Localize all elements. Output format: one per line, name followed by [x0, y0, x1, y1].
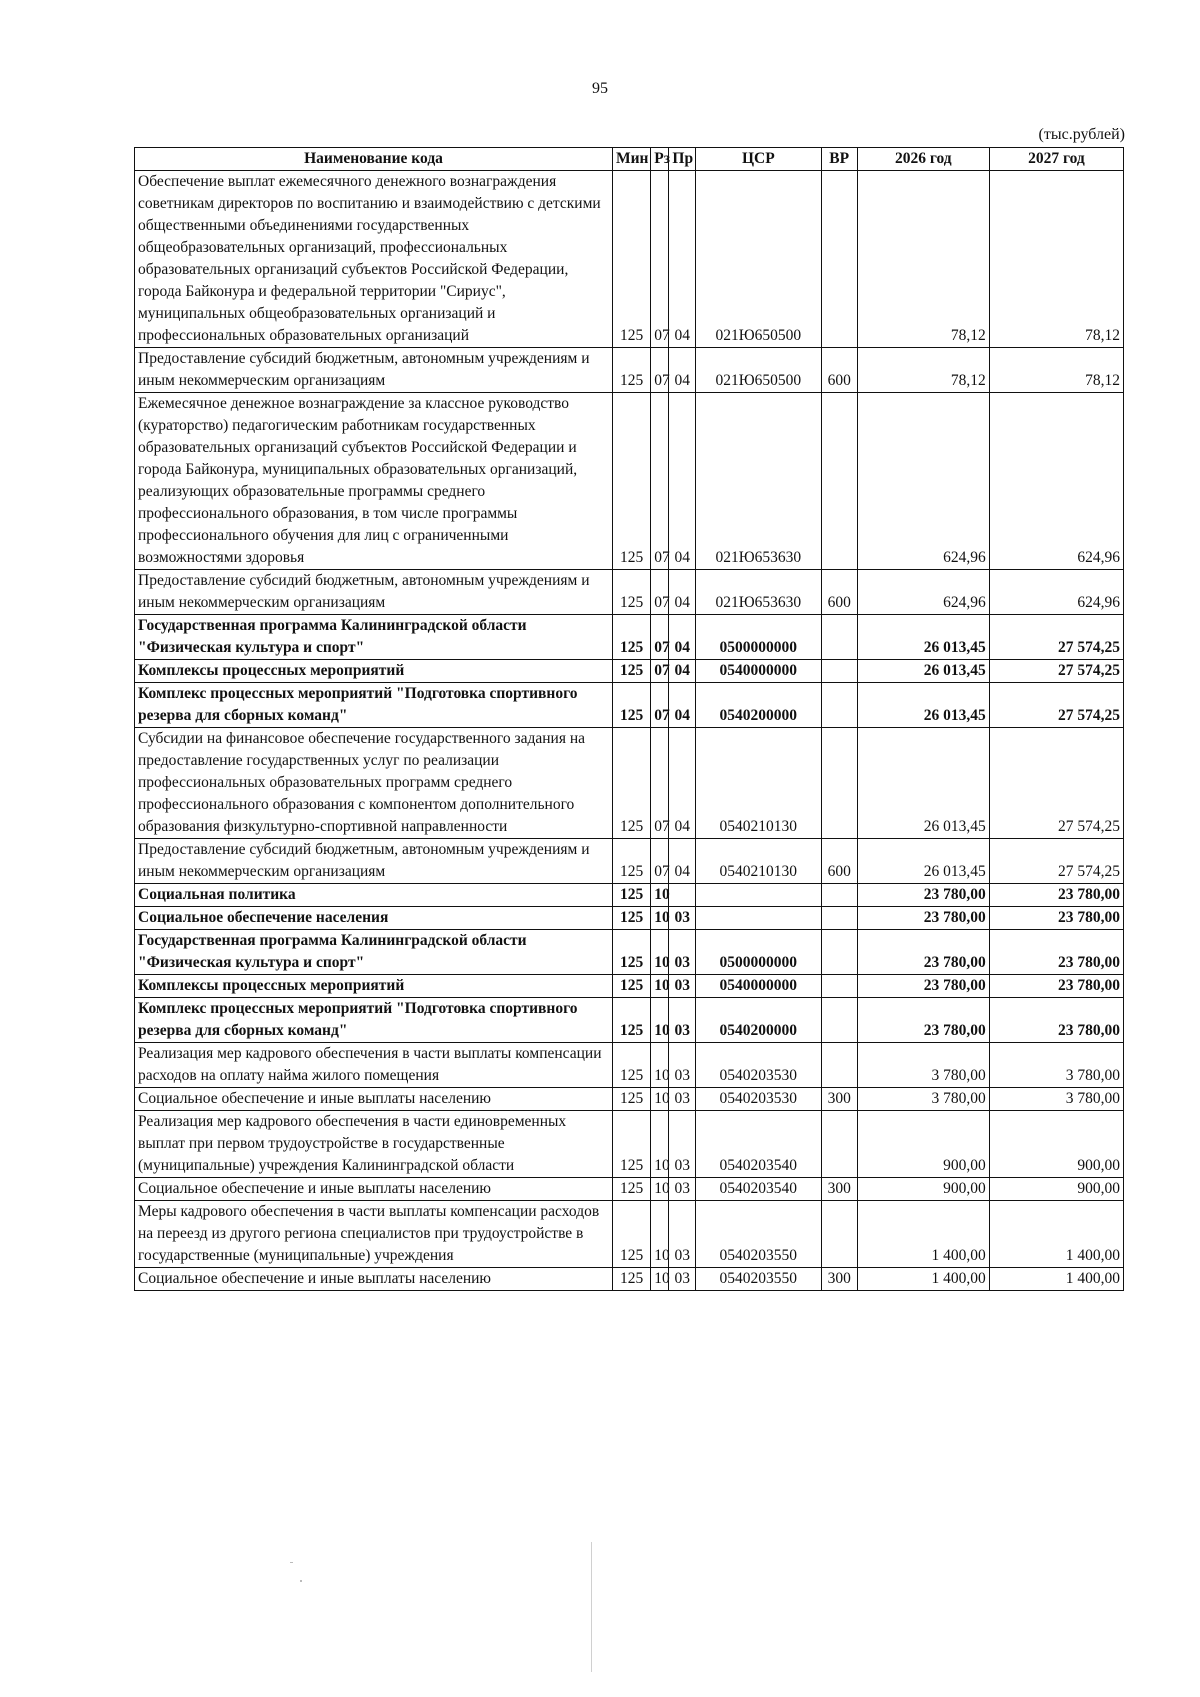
cell-pr: 04: [669, 570, 696, 615]
cell-2027: 900,00: [989, 1178, 1123, 1201]
cell-pr: 03: [669, 1043, 696, 1088]
cell-rz: 10: [651, 1111, 669, 1178]
cell-name: Ежемесячное денежное вознаграждение за классное руководство (кураторство) педагогическим работникам государственных образовательных организаций субъектов Российской Федерации и города Байконура, муниципальных образовательных организаций, реализующих образовательные программы среднего профессионального образования, в том числе программы профессионального обучения для лиц с ограниченными возможностями здоровья: [135, 393, 613, 570]
cell-name: Социальное обеспечение и иные выплаты населению: [135, 1088, 613, 1111]
cell-vr: [821, 615, 857, 660]
cell-min: 125: [612, 615, 650, 660]
cell-rz: 10: [651, 998, 669, 1043]
cell-csr: 0540200000: [696, 998, 822, 1043]
cell-pr: 04: [669, 660, 696, 683]
cell-2027: 23 780,00: [989, 930, 1123, 975]
cell-pr: 03: [669, 1111, 696, 1178]
budget-table: [134, 147, 1124, 1291]
table-row: [135, 1178, 1124, 1201]
cell-vr: [821, 1201, 857, 1268]
cell-vr: [821, 998, 857, 1043]
table-body: [135, 171, 1124, 1291]
cell-min: 125: [612, 884, 650, 907]
cell-csr: 021Ю650500: [696, 348, 822, 393]
cell-min: 125: [612, 728, 650, 839]
table-row: [135, 1268, 1124, 1291]
cell-vr: 300: [821, 1268, 857, 1291]
header-2026: 2026 год: [857, 148, 989, 171]
table-row: [135, 1111, 1124, 1178]
cell-min: 125: [612, 393, 650, 570]
cell-rz: 07: [651, 171, 669, 348]
cell-2027: 78,12: [989, 171, 1123, 348]
cell-vr: [821, 907, 857, 930]
cell-2027: 27 574,25: [989, 660, 1123, 683]
cell-2026: 26 013,45: [857, 728, 989, 839]
cell-min: 125: [612, 1088, 650, 1111]
units-label: (тыс.рублей): [1038, 126, 1125, 143]
cell-vr: [821, 683, 857, 728]
cell-2027: 27 574,25: [989, 839, 1123, 884]
cell-2026: 23 780,00: [857, 975, 989, 998]
cell-2027: 23 780,00: [989, 907, 1123, 930]
scan-artifact: [290, 1562, 293, 1563]
cell-2027: 3 780,00: [989, 1088, 1123, 1111]
cell-pr: 03: [669, 1088, 696, 1111]
table-row: [135, 839, 1124, 884]
cell-name: Предоставление субсидий бюджетным, автономным учреждениям и иным некоммерческим организациям: [135, 348, 613, 393]
cell-pr: 04: [669, 393, 696, 570]
cell-vr: 600: [821, 570, 857, 615]
header-2027: 2027 год: [989, 148, 1123, 171]
cell-min: 125: [612, 998, 650, 1043]
cell-2027: 1 400,00: [989, 1268, 1123, 1291]
scan-artifact: [300, 1580, 302, 1582]
cell-min: 125: [612, 839, 650, 884]
cell-name: Комплексы процессных мероприятий: [135, 975, 613, 998]
cell-name: Социальная политика: [135, 884, 613, 907]
cell-vr: 600: [821, 839, 857, 884]
cell-csr: [696, 884, 822, 907]
table-row: [135, 930, 1124, 975]
table-row: [135, 660, 1124, 683]
cell-rz: 10: [651, 930, 669, 975]
cell-vr: [821, 660, 857, 683]
table-row: [135, 884, 1124, 907]
cell-name: Реализация мер кадрового обеспечения в части выплаты компенсации расходов на оплату найма жилого помещения: [135, 1043, 613, 1088]
cell-rz: 07: [651, 393, 669, 570]
cell-2026: 78,12: [857, 171, 989, 348]
cell-name: Государственная программа Калининградской области "Физическая культура и спорт": [135, 930, 613, 975]
cell-2026: 1 400,00: [857, 1268, 989, 1291]
cell-rz: 10: [651, 1088, 669, 1111]
cell-vr: 300: [821, 1088, 857, 1111]
cell-2026: 624,96: [857, 570, 989, 615]
cell-name: Предоставление субсидий бюджетным, автономным учреждениям и иным некоммерческим организациям: [135, 839, 613, 884]
cell-name: Предоставление субсидий бюджетным, автономным учреждениям и иным некоммерческим организациям: [135, 570, 613, 615]
cell-pr: 03: [669, 998, 696, 1043]
cell-csr: 021Ю653630: [696, 393, 822, 570]
header-name: Наименование кода: [135, 148, 613, 171]
cell-2027: 23 780,00: [989, 975, 1123, 998]
cell-vr: 300: [821, 1178, 857, 1201]
cell-csr: 0540203530: [696, 1088, 822, 1111]
cell-min: 125: [612, 1268, 650, 1291]
table-row: [135, 570, 1124, 615]
table-header-row: [135, 148, 1124, 171]
cell-rz: 07: [651, 728, 669, 839]
cell-name: Субсидии на финансовое обеспечение государственного задания на предоставление государственных услуг по реализации профессиональных образовательных программ среднего профессионального образования с компонентом дополнительного образования физкультурно-спортивной направленности: [135, 728, 613, 839]
cell-csr: 0540000000: [696, 660, 822, 683]
cell-min: 125: [612, 171, 650, 348]
cell-min: 125: [612, 907, 650, 930]
cell-2026: 23 780,00: [857, 884, 989, 907]
header-vr: ВР: [821, 148, 857, 171]
cell-vr: [821, 930, 857, 975]
cell-2026: 23 780,00: [857, 907, 989, 930]
cell-rz: 10: [651, 907, 669, 930]
table-row: [135, 615, 1124, 660]
cell-2026: 3 780,00: [857, 1043, 989, 1088]
cell-2027: 1 400,00: [989, 1201, 1123, 1268]
cell-pr: 03: [669, 1178, 696, 1201]
cell-min: 125: [612, 1111, 650, 1178]
cell-2027: 78,12: [989, 348, 1123, 393]
cell-2026: 900,00: [857, 1178, 989, 1201]
cell-min: 125: [612, 930, 650, 975]
cell-pr: 03: [669, 1268, 696, 1291]
cell-pr: 03: [669, 975, 696, 998]
table-row: [135, 1201, 1124, 1268]
cell-vr: [821, 975, 857, 998]
table-row: [135, 348, 1124, 393]
cell-pr: 04: [669, 615, 696, 660]
cell-csr: 0540203540: [696, 1111, 822, 1178]
cell-pr: 03: [669, 930, 696, 975]
cell-min: 125: [612, 1201, 650, 1268]
cell-rz: 07: [651, 839, 669, 884]
cell-pr: 04: [669, 728, 696, 839]
cell-pr: 04: [669, 171, 696, 348]
cell-csr: 0540210130: [696, 839, 822, 884]
page-number: 95: [592, 80, 608, 97]
scan-artifact: [591, 1542, 592, 1672]
cell-csr: 0540203530: [696, 1043, 822, 1088]
cell-rz: 10: [651, 1201, 669, 1268]
cell-pr: 03: [669, 907, 696, 930]
cell-min: 125: [612, 570, 650, 615]
table-row: [135, 975, 1124, 998]
cell-2027: 900,00: [989, 1111, 1123, 1178]
cell-pr: 03: [669, 1201, 696, 1268]
cell-2026: 3 780,00: [857, 1088, 989, 1111]
cell-vr: [821, 393, 857, 570]
cell-rz: 07: [651, 660, 669, 683]
cell-csr: 0540203540: [696, 1178, 822, 1201]
cell-rz: 07: [651, 570, 669, 615]
table-row: [135, 998, 1124, 1043]
cell-name: Социальное обеспечение населения: [135, 907, 613, 930]
cell-csr: 0540203550: [696, 1201, 822, 1268]
cell-2026: 26 013,45: [857, 839, 989, 884]
header-rz: Рз: [651, 148, 669, 171]
table-row: [135, 683, 1124, 728]
cell-name: Государственная программа Калининградской области "Физическая культура и спорт": [135, 615, 613, 660]
cell-name: Комплекс процессных мероприятий "Подготовка спортивного резерва для сборных команд": [135, 683, 613, 728]
cell-name: Комплекс процессных мероприятий "Подготовка спортивного резерва для сборных команд": [135, 998, 613, 1043]
cell-2026: 26 013,45: [857, 683, 989, 728]
header-min: Мин: [612, 148, 650, 171]
cell-2027: 23 780,00: [989, 998, 1123, 1043]
cell-2027: 27 574,25: [989, 683, 1123, 728]
cell-name: Меры кадрового обеспечения в части выплаты компенсации расходов на переезд из другого региона специалистов при трудоустройстве в государственные (муниципальные) учреждения: [135, 1201, 613, 1268]
cell-csr: 021Ю653630: [696, 570, 822, 615]
header-pr: Пр: [669, 148, 696, 171]
cell-rz: 10: [651, 1043, 669, 1088]
cell-min: 125: [612, 1178, 650, 1201]
cell-2026: 1 400,00: [857, 1201, 989, 1268]
cell-csr: 0500000000: [696, 615, 822, 660]
cell-pr: 04: [669, 348, 696, 393]
cell-min: 125: [612, 660, 650, 683]
cell-pr: 04: [669, 839, 696, 884]
cell-min: 125: [612, 348, 650, 393]
header-csr: ЦСР: [696, 148, 822, 171]
cell-2027: 624,96: [989, 393, 1123, 570]
table-row: [135, 1043, 1124, 1088]
cell-2027: 27 574,25: [989, 615, 1123, 660]
cell-rz: 07: [651, 615, 669, 660]
cell-pr: [669, 884, 696, 907]
cell-rz: 10: [651, 1178, 669, 1201]
cell-csr: 021Ю650500: [696, 171, 822, 348]
cell-2026: 78,12: [857, 348, 989, 393]
cell-2026: 26 013,45: [857, 615, 989, 660]
cell-2027: 3 780,00: [989, 1043, 1123, 1088]
cell-2026: 26 013,45: [857, 660, 989, 683]
cell-csr: 0540210130: [696, 728, 822, 839]
cell-csr: 0500000000: [696, 930, 822, 975]
cell-2026: 23 780,00: [857, 930, 989, 975]
table-row: [135, 1088, 1124, 1111]
cell-rz: 10: [651, 1268, 669, 1291]
cell-vr: [821, 1111, 857, 1178]
cell-name: Обеспечение выплат ежемесячного денежного вознаграждения советникам директоров по воспитанию и взаимодействию с детскими общественными объединениями государственных общеобразовательных организаций, профессиональных образовательных организаций субъектов Российской Федерации, города Байконура и федеральной территории "Сириус", муниципальных общеобразовательных организаций и профессиональных образовательных организаций: [135, 171, 613, 348]
cell-vr: [821, 1043, 857, 1088]
cell-2027: 27 574,25: [989, 728, 1123, 839]
cell-csr: [696, 907, 822, 930]
cell-vr: [821, 171, 857, 348]
cell-rz: 10: [651, 884, 669, 907]
cell-2027: 23 780,00: [989, 884, 1123, 907]
table-row: [135, 907, 1124, 930]
cell-2026: 900,00: [857, 1111, 989, 1178]
cell-min: 125: [612, 683, 650, 728]
cell-name: Социальное обеспечение и иные выплаты населению: [135, 1268, 613, 1291]
cell-name: Реализация мер кадрового обеспечения в части единовременных выплат при первом трудоустройстве в государственные (муниципальные) учреждения Калининградской области: [135, 1111, 613, 1178]
cell-vr: 600: [821, 348, 857, 393]
cell-vr: [821, 884, 857, 907]
cell-min: 125: [612, 1043, 650, 1088]
cell-2026: 624,96: [857, 393, 989, 570]
cell-csr: 0540200000: [696, 683, 822, 728]
table-row: [135, 728, 1124, 839]
cell-min: 125: [612, 975, 650, 998]
cell-name: Социальное обеспечение и иные выплаты населению: [135, 1178, 613, 1201]
cell-csr: 0540000000: [696, 975, 822, 998]
cell-csr: 0540203550: [696, 1268, 822, 1291]
table-row: [135, 393, 1124, 570]
cell-2026: 23 780,00: [857, 998, 989, 1043]
table-row: [135, 171, 1124, 348]
cell-rz: 07: [651, 348, 669, 393]
cell-pr: 04: [669, 683, 696, 728]
cell-rz: 10: [651, 975, 669, 998]
cell-2027: 624,96: [989, 570, 1123, 615]
cell-rz: 07: [651, 683, 669, 728]
cell-name: Комплексы процессных мероприятий: [135, 660, 613, 683]
cell-vr: [821, 728, 857, 839]
